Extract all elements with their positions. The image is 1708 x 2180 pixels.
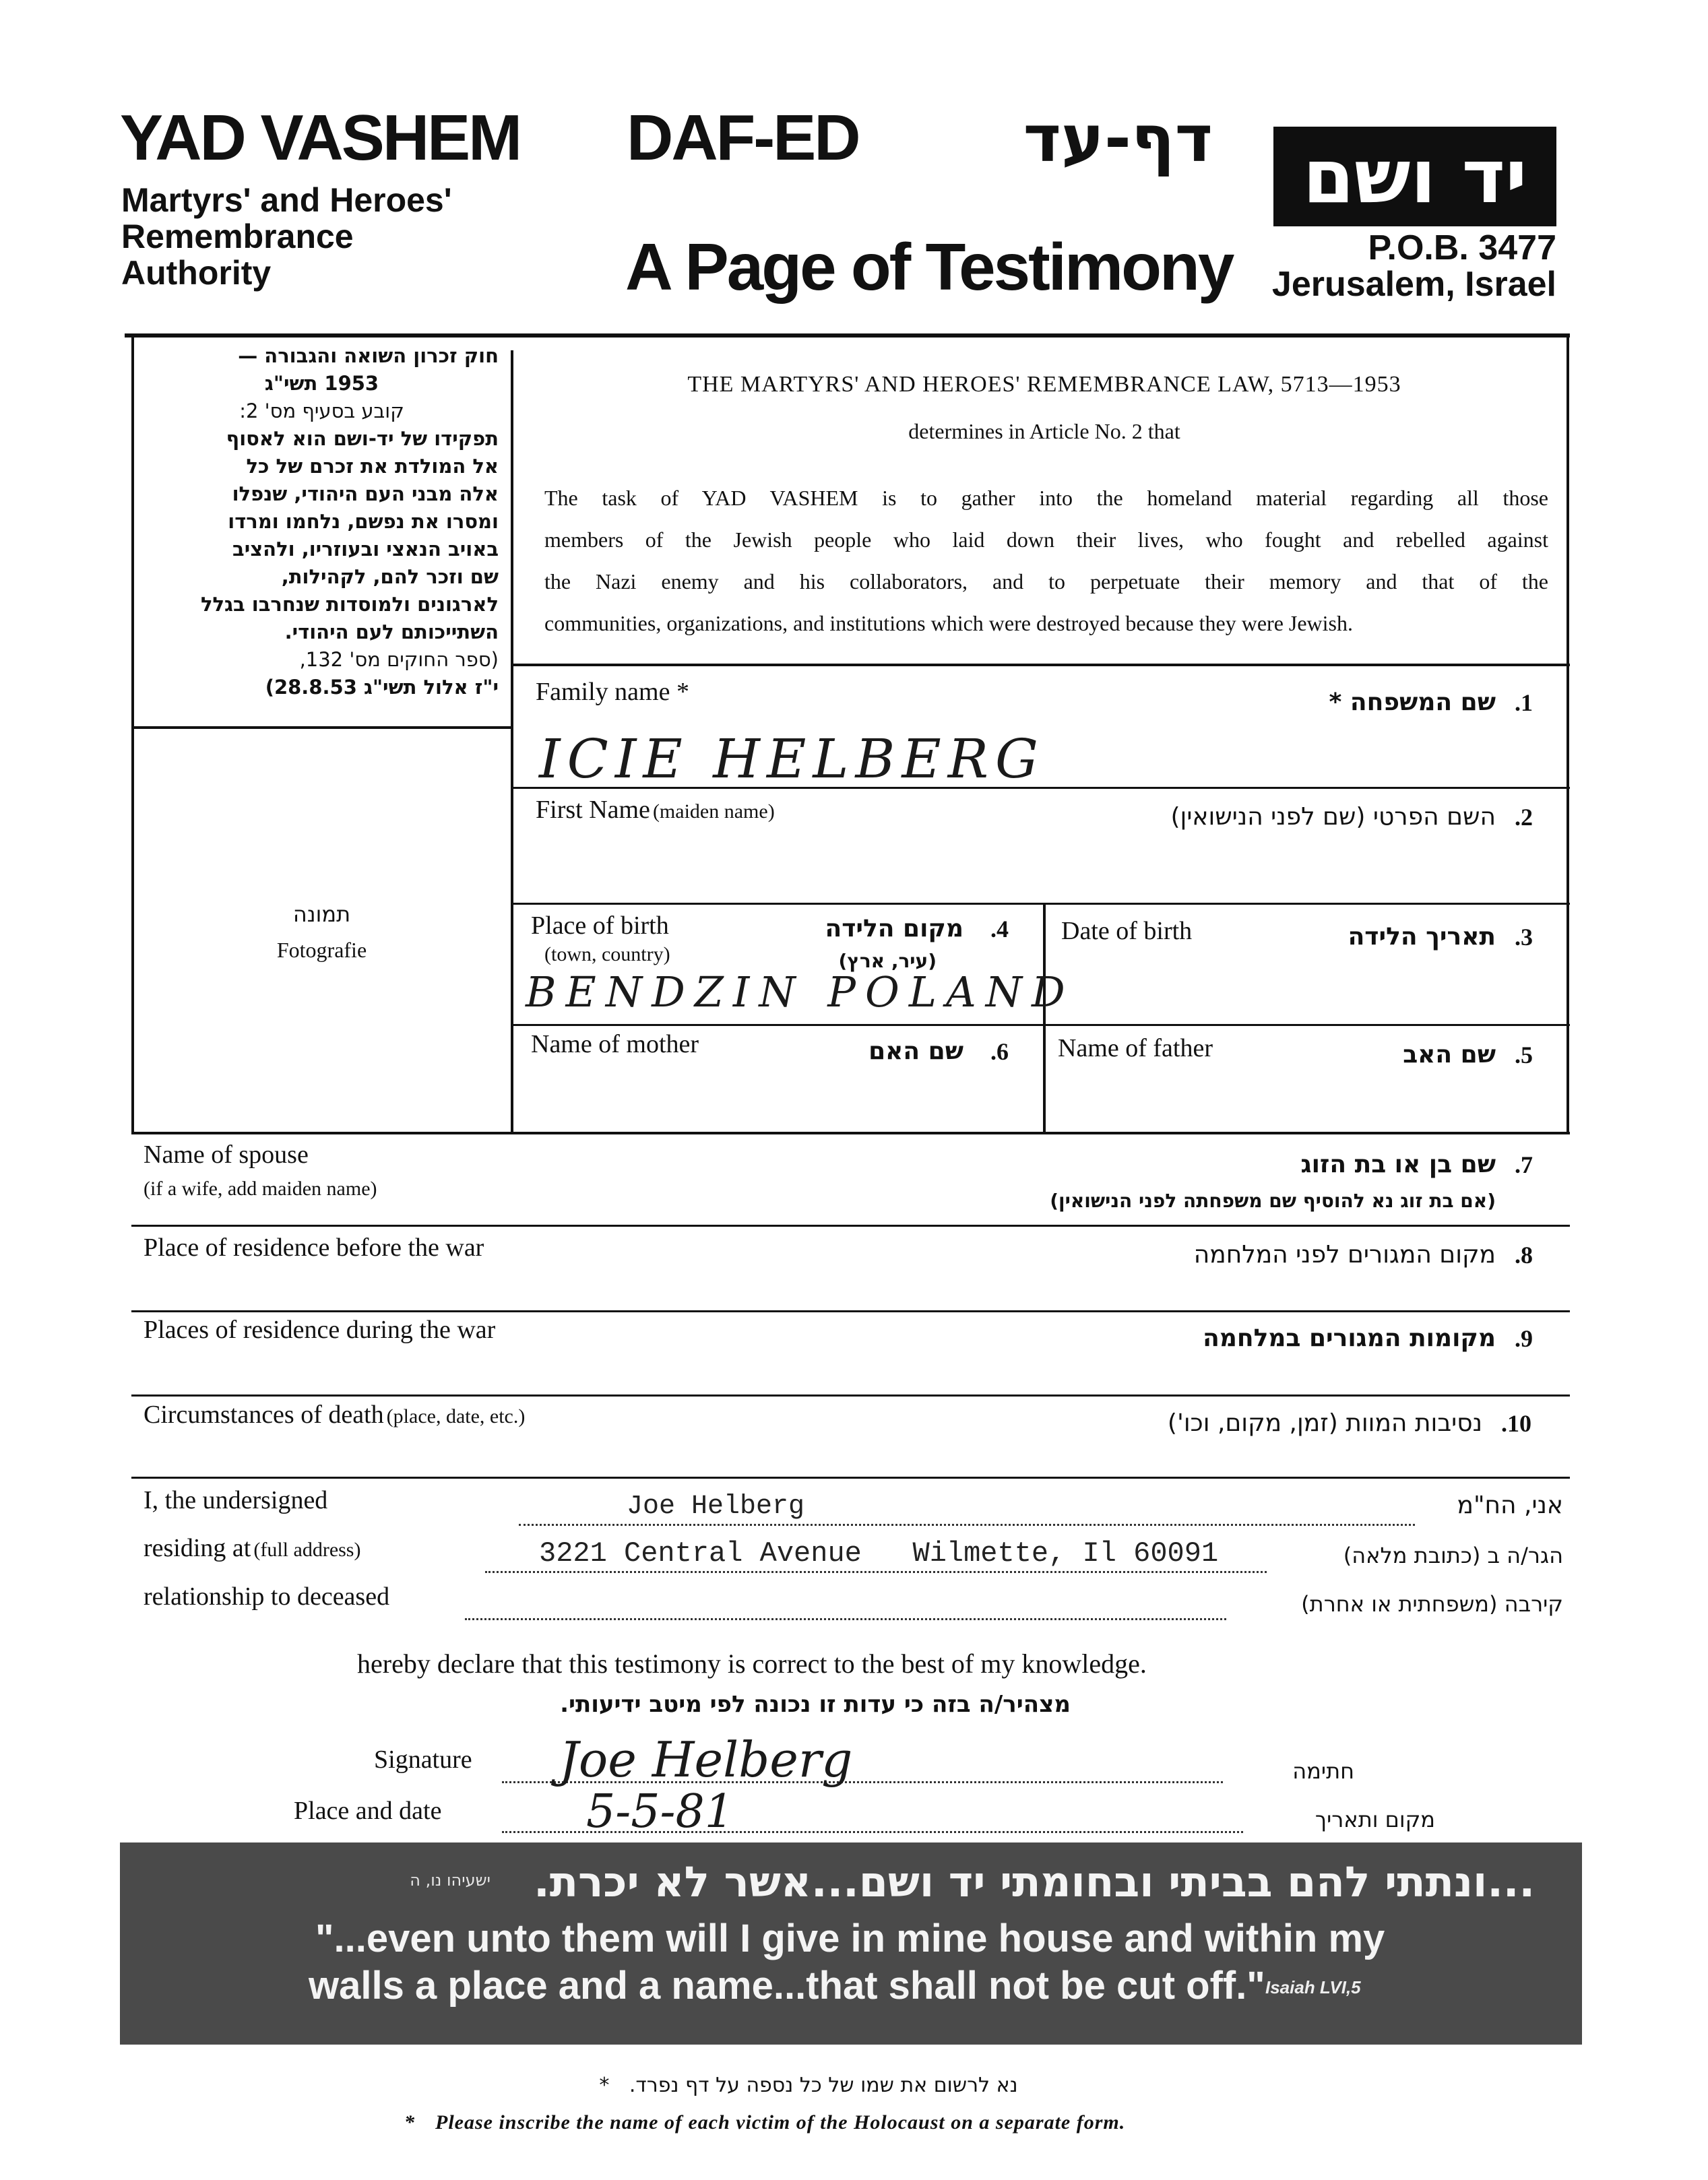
hebrew-law-line: שם וזכר להם, לקהילות, — [281, 565, 499, 588]
birth-column-divider — [1043, 903, 1046, 1132]
page-title: A Page of Testimony — [625, 230, 1233, 304]
banner-hebrew: ...ונתתי להם בביתי ובחומתי יד ושם...אשר לא יכרת. — [534, 1857, 1535, 1906]
signature-label-hebrew: חתימה — [1292, 1758, 1354, 1784]
undersigned-line — [519, 1524, 1415, 1526]
photo-column-divider — [511, 350, 513, 1132]
footer-note — [404, 2111, 1348, 2134]
circumstances-label: Circumstances of death — [144, 1401, 384, 1429]
law-body-line: the Nazi enemy and his collaborators, and to perpetuate their memory and that of the — [544, 569, 1548, 594]
hebrew-law-line: ומסרו את נפשם, נלחמו ומרדו — [228, 510, 499, 533]
hebrew-law-divider — [131, 726, 512, 729]
father-name-label: Name of father — [1058, 1034, 1213, 1062]
residing-value[interactable]: 3221 Central Avenue Wilmette, Il 60091 — [539, 1537, 1219, 1570]
law-body-line: The task of YAD VASHEM is to gather into the homeland material regarding all those — [544, 486, 1548, 510]
mother-name-label: Name of mother — [531, 1030, 699, 1058]
residence-during-label-hebrew: מקומות המגורים במלחמה — [1203, 1324, 1496, 1352]
family-name-label-hebrew: שם המשפחה * — [1329, 688, 1496, 716]
hebrew-law-line: (ספר החוקים מס' 132, — [299, 648, 499, 671]
form-left-border — [131, 337, 134, 1132]
undersigned-label-hebrew: אני, הח"מ — [1457, 1492, 1563, 1519]
row-divider — [512, 903, 1570, 905]
law-body — [544, 477, 1548, 644]
field-number: .6 — [990, 1038, 1009, 1065]
place-of-birth-label: Place of birth — [531, 911, 669, 940]
footer-note-hebrew-text: נא לרשום את שמו של כל נספה על דף נפרד. — [629, 2074, 1018, 2097]
hebrew-law-line: לארגונים ולמוסדות שנחרבו בגלל — [200, 593, 499, 616]
place-of-birth-note-hebrew: (עיר, ארץ) — [838, 950, 937, 972]
hebrew-law-line: אלה מבני העם היהודי, שנפלו — [232, 482, 499, 505]
field-number: .5 — [1515, 1041, 1533, 1068]
signature-value[interactable]: Joe Helberg — [559, 1731, 853, 1788]
hebrew-law-line: י"ז אלול תשי"ג 28.8.53) — [265, 676, 499, 699]
residing-note: (full address) — [253, 1539, 361, 1561]
row-divider — [131, 1225, 1570, 1227]
spouse-label: Name of spouse — [144, 1141, 309, 1169]
circumstances-label-hebrew: נסיבות המוות (זמן, מקום, וכו') — [1167, 1409, 1482, 1437]
place-of-birth-label-hebrew: מקום הלידה — [825, 915, 963, 942]
place-of-birth-note: (town, country) — [544, 943, 670, 965]
family-name-label: Family name * — [536, 678, 689, 706]
yad-vashem-logo: יד ושם — [1273, 127, 1556, 226]
place-date-value[interactable]: 5-5-81 — [586, 1785, 734, 1838]
asterisk-icon: * — [599, 2074, 610, 2097]
declaration-statement: hereby declare that this testimony is correct to the best of my knowledge. — [357, 1648, 1147, 1679]
father-name-label-hebrew: שם האב — [1403, 1041, 1496, 1068]
hebrew-law-line: חוק זכרון השואה והגבורה — — [238, 344, 499, 367]
place-of-birth-value[interactable]: BENDZIN POLAND — [526, 967, 1075, 1017]
law-subtitle: determines in Article No. 2 that — [908, 419, 1180, 443]
relationship-label-hebrew: קירבה (משפחתית או אחרת) — [1301, 1591, 1563, 1617]
place-date-label-hebrew: מקום ותאריך — [1315, 1807, 1435, 1832]
org-subtitle-line: Remembrance — [121, 218, 354, 255]
photo-label: Fotografie — [276, 938, 367, 962]
hebrew-law-line: קובע בסעיף מס' 2: — [239, 399, 404, 422]
law-body-line: members of the Jewish people who laid down their lives, who fought and rebelled against — [544, 527, 1548, 552]
banner-hebrew-reference: ישעיהו נו, ה — [410, 1871, 491, 1890]
field-number: .3 — [1515, 924, 1533, 951]
residence-during-label: Places of residence during the war — [144, 1316, 496, 1344]
field-number: .2 — [1515, 804, 1533, 831]
pob-address: P.O.B. 3477 — [1368, 228, 1556, 267]
asterisk-icon: * — [404, 2111, 415, 2134]
spouse-note-hebrew: (אם בת זוג נא להוסיף שם משפחתה לפני הנישואין) — [1050, 1190, 1496, 1212]
residence-before-label: Place of residence before the war — [144, 1233, 484, 1262]
photo-label-hebrew: תמונה — [292, 901, 351, 927]
field-number: .9 — [1515, 1325, 1533, 1352]
field-number: .4 — [990, 916, 1009, 942]
daf-ed-hebrew: דף-עד — [1023, 101, 1213, 177]
mother-name-label-hebrew: שם האם — [868, 1037, 963, 1065]
residing-line — [485, 1571, 1267, 1573]
law-box-bottom — [512, 664, 1570, 666]
field-number: .8 — [1515, 1242, 1533, 1269]
field-number: .7 — [1515, 1151, 1533, 1178]
org-name: YAD VASHEM — [120, 102, 521, 174]
form-right-border — [1567, 337, 1569, 1132]
hebrew-law-line: אל המולדת את זכרם של כל — [246, 455, 499, 478]
form-top-border — [125, 333, 1570, 338]
date-of-birth-label-hebrew: תאריך הלידה — [1348, 923, 1496, 951]
undersigned-label: I, the undersigned — [144, 1486, 328, 1514]
city-address: Jerusalem, Israel — [1271, 265, 1556, 304]
row-divider — [512, 1024, 1570, 1026]
org-subtitle-line: Martyrs' and Heroes' — [121, 181, 452, 219]
signature-label: Signature — [374, 1745, 472, 1774]
family-name-value[interactable]: ICIE HELBERG — [539, 728, 1045, 790]
row-divider — [131, 1310, 1570, 1312]
residence-before-label-hebrew: מקום המגורים לפני המלחמה — [1193, 1241, 1496, 1269]
hebrew-law-line: 1953 תשי"ג — [264, 372, 379, 395]
footer-note-hebrew — [472, 2074, 1145, 2097]
field-number: .1 — [1515, 689, 1533, 716]
first-name-label-group — [536, 795, 775, 825]
law-title: THE MARTYRS' AND HEROES' REMEMBRANCE LAW, 5713—1953 — [687, 372, 1401, 397]
banner-english-line: "...even unto them will I give in mine house and within my — [315, 1917, 1385, 1960]
footer-note-text: Please inscribe the name of each victim of the Holocaust on a separate form. — [435, 2111, 1126, 2134]
relationship-label: relationship to deceased — [144, 1582, 390, 1611]
daf-ed-title: DAF-ED — [627, 102, 859, 174]
residing-label: residing at — [144, 1534, 251, 1562]
hebrew-law-line: תפקידו של יד-ושם הוא לאסוף — [226, 427, 499, 450]
row-divider — [131, 1394, 1570, 1397]
law-body-line: communities, organizations, and institutions which were destroyed because they were Jewish. — [544, 611, 1353, 635]
circumstances-note: (place, date, etc.) — [386, 1405, 526, 1428]
field-number: .10 — [1501, 1410, 1531, 1437]
spouse-label-hebrew: שם בן או בת הזוג — [1300, 1151, 1496, 1178]
declaration-statement-hebrew: מצהיר/ה בזה כי עדות זו נכונה לפי מיטב ידיעותי. — [560, 1691, 1071, 1718]
first-name-label-note: (maiden name) — [652, 800, 775, 823]
row-divider — [131, 1132, 1570, 1134]
residing-label-hebrew: הגר/ה ב (כתובת מלאה) — [1343, 1543, 1563, 1568]
hebrew-law-line: באויב הנאצי ובעוזריו, ולהציב — [232, 538, 499, 560]
org-subtitle — [121, 182, 452, 291]
relationship-line — [465, 1618, 1226, 1620]
row-divider — [131, 1477, 1570, 1479]
date-of-birth-label: Date of birth — [1061, 917, 1193, 945]
hebrew-law-line: השתייכותם לעם היהודי. — [284, 620, 499, 643]
banner-reference: Isaiah LVI,5 — [1265, 1977, 1361, 1997]
first-name-label: First Name — [536, 796, 650, 824]
undersigned-value[interactable]: Joe Helberg — [627, 1492, 805, 1522]
org-subtitle-line: Authority — [121, 254, 272, 292]
place-date-label: Place and date — [294, 1797, 442, 1825]
residing-label-group — [144, 1533, 360, 1563]
circumstances-label-group — [144, 1400, 525, 1430]
banner-english-line: walls a place and a name...that shall not be cut off." — [309, 1964, 1265, 2008]
spouse-note: (if a wife, add maiden name) — [144, 1178, 377, 1200]
scripture-banner — [120, 1842, 1582, 2045]
first-name-label-hebrew: השם הפרטי (שם לפני הנישואין) — [1170, 803, 1496, 831]
hebrew-law-text — [145, 342, 499, 701]
